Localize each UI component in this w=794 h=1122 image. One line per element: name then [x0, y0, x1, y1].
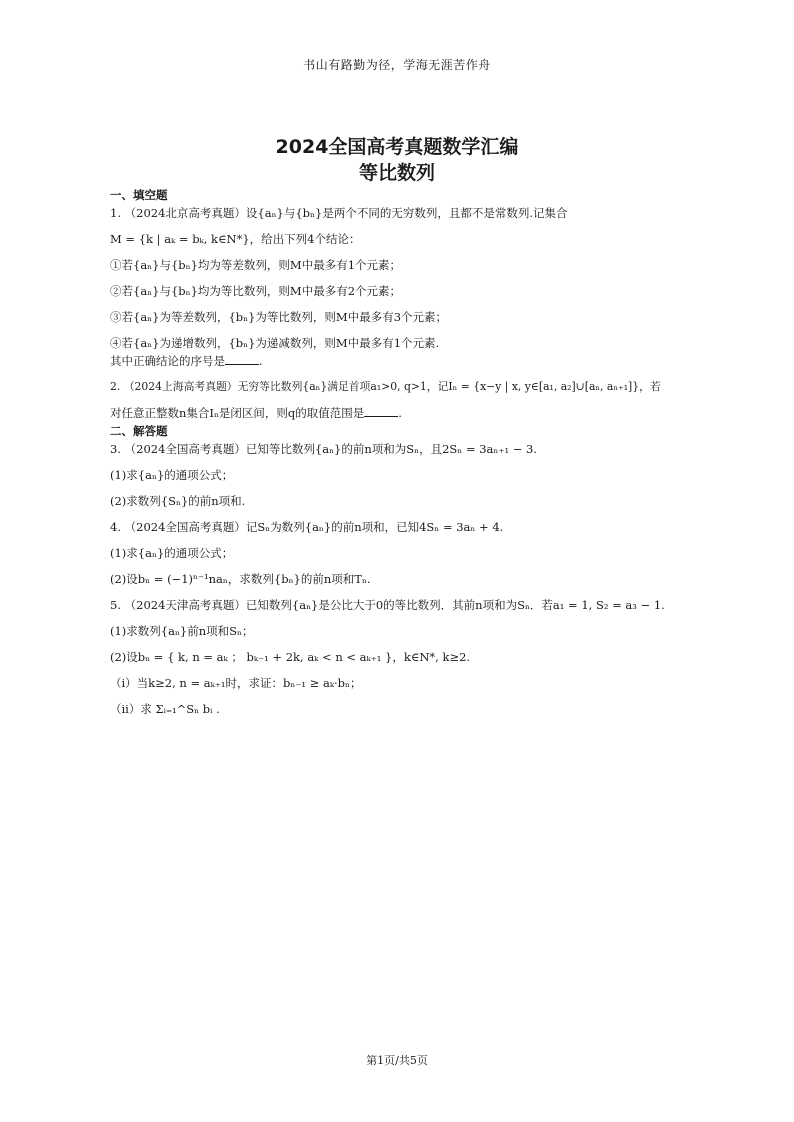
q4-line-3: (2)设bₙ = (−1)ⁿ⁻¹naₙ，求数列{bₙ}的前n项和Tₙ.: [110, 572, 371, 586]
q4-line-2: (1)求{aₙ}的通项公式；: [110, 546, 234, 560]
q2-prompt: 对任意正整数n集合Iₙ是闭区间，则q的取值范围是: [110, 406, 365, 420]
q1-line-7: 其中正确结论的序号是 .: [110, 354, 263, 368]
q5-line-2: (1)求数列{aₙ}前n项和Sₙ；: [110, 624, 254, 638]
question-4: [110, 518, 694, 588]
q2-line-2: 对任意正整数n集合Iₙ是闭区间，则q的取值范围是 .: [110, 406, 402, 420]
q3-line-3: (2)求数列{Sₙ}的前n项和.: [110, 494, 246, 508]
answer-blank: [364, 406, 398, 417]
page-number: 第1页/共5页: [366, 1054, 428, 1067]
q3-line-2: (1)求{aₙ}的通项公式；: [110, 468, 234, 482]
q1-line-5: ③若{aₙ}为等差数列，{bₙ}为等比数列，则M中最多有3个元素；: [110, 310, 448, 324]
question-2: [110, 378, 694, 422]
q5-line-5: （ⅱ）求 Σᵢ₌₁^Sₙ bᵢ .: [110, 702, 220, 716]
q1-line-2: M = {k | aₖ = bₖ, k∈N*}，给出下列4个结论：: [110, 232, 361, 246]
q5-line-1: 5. （2024天津高考真题）已知数列{aₙ}是公比大于0的等比数列．其前n项和为Sₙ．若a₁ = 1, S₂ = a₃ − 1.: [110, 598, 665, 612]
question-3: [110, 440, 694, 510]
q3-line-1: 3. （2024全国高考真题）已知等比数列{aₙ}的前n项和为Sₙ，且2Sₙ = 3aₙ₊₁ − 3.: [110, 442, 537, 456]
section-heading-fill-blank: 一、填空题: [110, 188, 168, 202]
q4-line-1: 4. （2024全国高考真题）记Sₙ为数列{aₙ}的前n项和，已知4Sₙ = 3aₙ + 4.: [110, 520, 504, 534]
q1-line-3: ①若{aₙ}与{bₙ}均为等差数列，则M中最多有1个元素；: [110, 258, 402, 272]
document-body: [110, 186, 694, 718]
document-subtitle: 等比数列: [358, 162, 435, 184]
q5-line-4: （ⅰ）当k≥2, n = aₖ₊₁时，求证：bₙ₋₁ ≥ aₖ·bₙ；: [110, 676, 362, 690]
q2-line-1: 2. （2024上海高考真题）无穷等比数列{aₙ}满足首项a₁>0, q>1，记Iₙ = {x−y | x, y∈[a₁, a₂]∪[aₙ, aₙ₊₁]}，若: [110, 380, 661, 393]
q5-line-3: (2)设bₙ = { k, n = aₖ ； bₖ₋₁ + 2k, aₖ < n < aₖ₊₁ }，k∈N*, k≥2.: [110, 650, 471, 664]
question-1: [110, 204, 694, 370]
question-5: [110, 596, 694, 718]
q1-line-4: ②若{aₙ}与{bₙ}均为等比数列，则M中最多有2个元素；: [110, 284, 402, 298]
answer-blank: [225, 354, 259, 365]
q1-prompt: 其中正确结论的序号是: [110, 354, 225, 368]
document-title: 2024全国高考真题数学汇编: [275, 136, 519, 158]
q1-line-6: ④若{aₙ}为递增数列，{bₙ}为递减数列，则M中最多有1个元素.: [110, 336, 440, 350]
section-heading-solutions: 二、解答题: [110, 424, 168, 438]
q1-line-1: 1. （2024北京高考真题）设{aₙ}与{bₙ}是两个不同的无穷数列，且都不是常数列.记集合: [110, 206, 568, 220]
page-header-motto: 书山有路勤为径，学海无涯苦作舟: [303, 58, 491, 72]
